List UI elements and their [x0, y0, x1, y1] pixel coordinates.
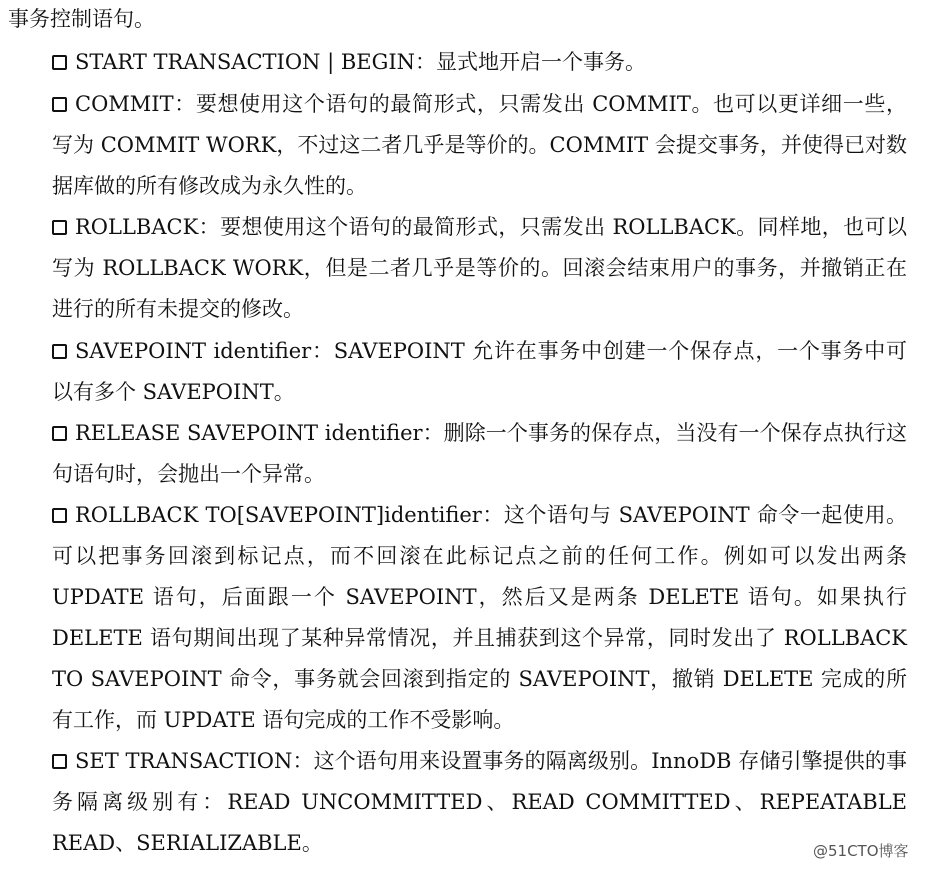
list-item-text: SET TRANSACTION：这个语句用来设置事务的隔离级别。InnoDB 存储引擎提供的事务隔离级别有：READ UNCOMMITTED、READ COMMITTED、REPEATABLE READ、SERIALIZABLE。 [52, 749, 907, 855]
list-item-set-transaction [52, 741, 907, 864]
list-item-text: START TRANSACTION | BEGIN：显式地开启一个事务。 [75, 50, 647, 74]
checkbox-bullet-icon [52, 508, 67, 523]
checkbox-bullet-icon [52, 220, 67, 235]
list-item-savepoint [52, 331, 907, 413]
checkbox-bullet-icon [52, 344, 67, 359]
list-item-release-savepoint [52, 413, 907, 495]
list-item-rollback [52, 207, 907, 330]
watermark: @51CTO博客 [813, 842, 909, 860]
checkbox-bullet-icon [52, 426, 67, 441]
checkbox-bullet-icon [52, 754, 67, 769]
list-item-rollback-to-savepoint [52, 495, 907, 741]
list-item-text: ROLLBACK：要想使用这个语句的最简形式，只需发出 ROLLBACK。同样地，也可以写为 ROLLBACK WORK，但是二者几乎是等价的。回滚会结束用户的事务，并撤销正在进行的所有未提交的修改。 [52, 215, 907, 321]
section-intro: 事务控制语句。 [8, 7, 155, 31]
list-item-text: RELEASE SAVEPOINT identifier：删除一个事务的保存点，当没有一个保存点执行这句语句时，会抛出一个异常。 [52, 421, 907, 486]
checkbox-bullet-icon [52, 55, 67, 70]
list-item-commit [52, 84, 907, 207]
list-item-text: ROLLBACK TO[SAVEPOINT]identifier：这个语句与 SAVEPOINT 命令一起使用。可以把事务回滚到标记点，而不回滚在此标记点之前的任何工作。例如可以发出两条 UPDATE 语句，后面跟一个 SAVEPOINT，然后又是两条 DELETE 语句。如果执行 DELETE 语句期间出现了某种异常情况，并且捕获到这个异常，同时发出了 ROLLBACK TO SAVEPOINT 命令，事务就会回滚到指定的 SAVEPOINT，撤销 DELETE 完成的所有工作，而 UPDATE 语句完成的工作不受影响。 [52, 503, 907, 732]
list-item-text: COMMIT：要想使用这个语句的最简形式，只需发出 COMMIT。也可以更详细一些，写为 COMMIT WORK，不过这二者几乎是等价的。COMMIT 会提交事务，并使得已对数据库做的所有修改成为永久性的。 [52, 92, 907, 198]
checkbox-bullet-icon [52, 97, 67, 112]
list-item-text: SAVEPOINT identifier：SAVEPOINT 允许在事务中创建一个保存点，一个事务中可以有多个 SAVEPOINT。 [52, 339, 907, 404]
list-item-start-transaction [52, 42, 907, 83]
